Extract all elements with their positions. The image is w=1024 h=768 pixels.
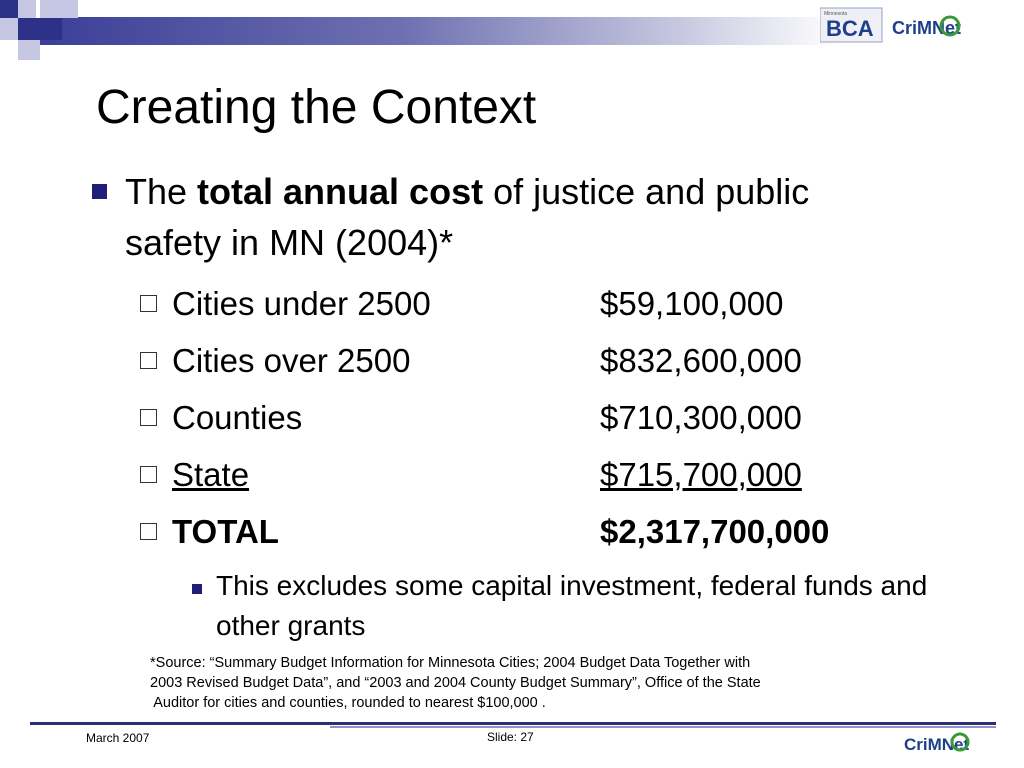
hollow-square-bullet-icon xyxy=(140,352,157,369)
decor-square xyxy=(0,18,18,40)
cost-label: Cities under 2500 xyxy=(172,285,431,322)
bca-small-text: Minnesota xyxy=(824,11,848,17)
footer-crimnet-logo xyxy=(902,726,994,760)
cost-label: State xyxy=(172,456,250,493)
source-line: *Source: “Summary Budget Information for Minnesota Cities; 2004 Budget Data Together with xyxy=(150,655,751,671)
cost-label: Counties xyxy=(172,399,303,436)
cost-value: $715,700,000 xyxy=(600,456,802,493)
decor-square xyxy=(40,18,62,40)
decor-square xyxy=(18,18,40,40)
cost-label-total: TOTAL xyxy=(172,513,279,550)
source-footnote xyxy=(150,653,890,713)
cost-value: $710,300,000 xyxy=(600,399,802,436)
square-bullet-icon xyxy=(192,584,202,594)
footer-divider xyxy=(30,722,996,725)
main-bullet-post: of justice and public safety in MN (2004)* xyxy=(125,171,810,263)
sub-note-text: This excludes some capital investment, federal funds and other grants xyxy=(216,570,928,641)
hollow-square-bullet-icon xyxy=(140,409,157,426)
decor-square xyxy=(18,0,36,18)
decor-square xyxy=(0,0,18,18)
footer-date: March 2007 xyxy=(86,731,150,745)
crimnet-logo-text: CriMNet xyxy=(892,18,962,38)
source-line: Auditor for cities and counties, rounded to nearest $100,000 . xyxy=(150,695,546,711)
cost-value: $832,600,000 xyxy=(600,342,802,379)
decor-square xyxy=(40,0,78,18)
decor-square xyxy=(18,40,40,60)
header-logos xyxy=(820,6,1010,46)
footer-logo-text: CriMNet xyxy=(904,735,970,754)
slide-title: Creating the Context xyxy=(96,81,537,134)
cost-value: $59,100,000 xyxy=(600,285,784,322)
header-gradient-bar xyxy=(40,17,840,45)
hollow-square-bullet-icon xyxy=(140,523,157,540)
footer-divider-accent xyxy=(330,726,996,728)
main-bullet-text xyxy=(125,166,892,268)
main-bullet-bold: total annual cost xyxy=(197,171,484,212)
main-bullet-pre: The xyxy=(125,171,198,212)
main-bullet xyxy=(92,166,892,268)
cost-label: Cities over 2500 xyxy=(172,342,411,379)
hollow-square-bullet-icon xyxy=(140,466,157,483)
bca-logo-text: BCA xyxy=(826,16,874,41)
hollow-square-bullet-icon xyxy=(140,295,157,312)
source-line: 2003 Revised Budget Data”, and “2003 and 2004 County Budget Summary”, Office of the State xyxy=(150,675,761,691)
footer-slide-number: Slide: 27 xyxy=(487,730,534,744)
square-bullet-icon xyxy=(92,184,107,199)
cost-value-total: $2,317,700,000 xyxy=(600,513,830,550)
sub-note-bullet xyxy=(192,566,952,646)
